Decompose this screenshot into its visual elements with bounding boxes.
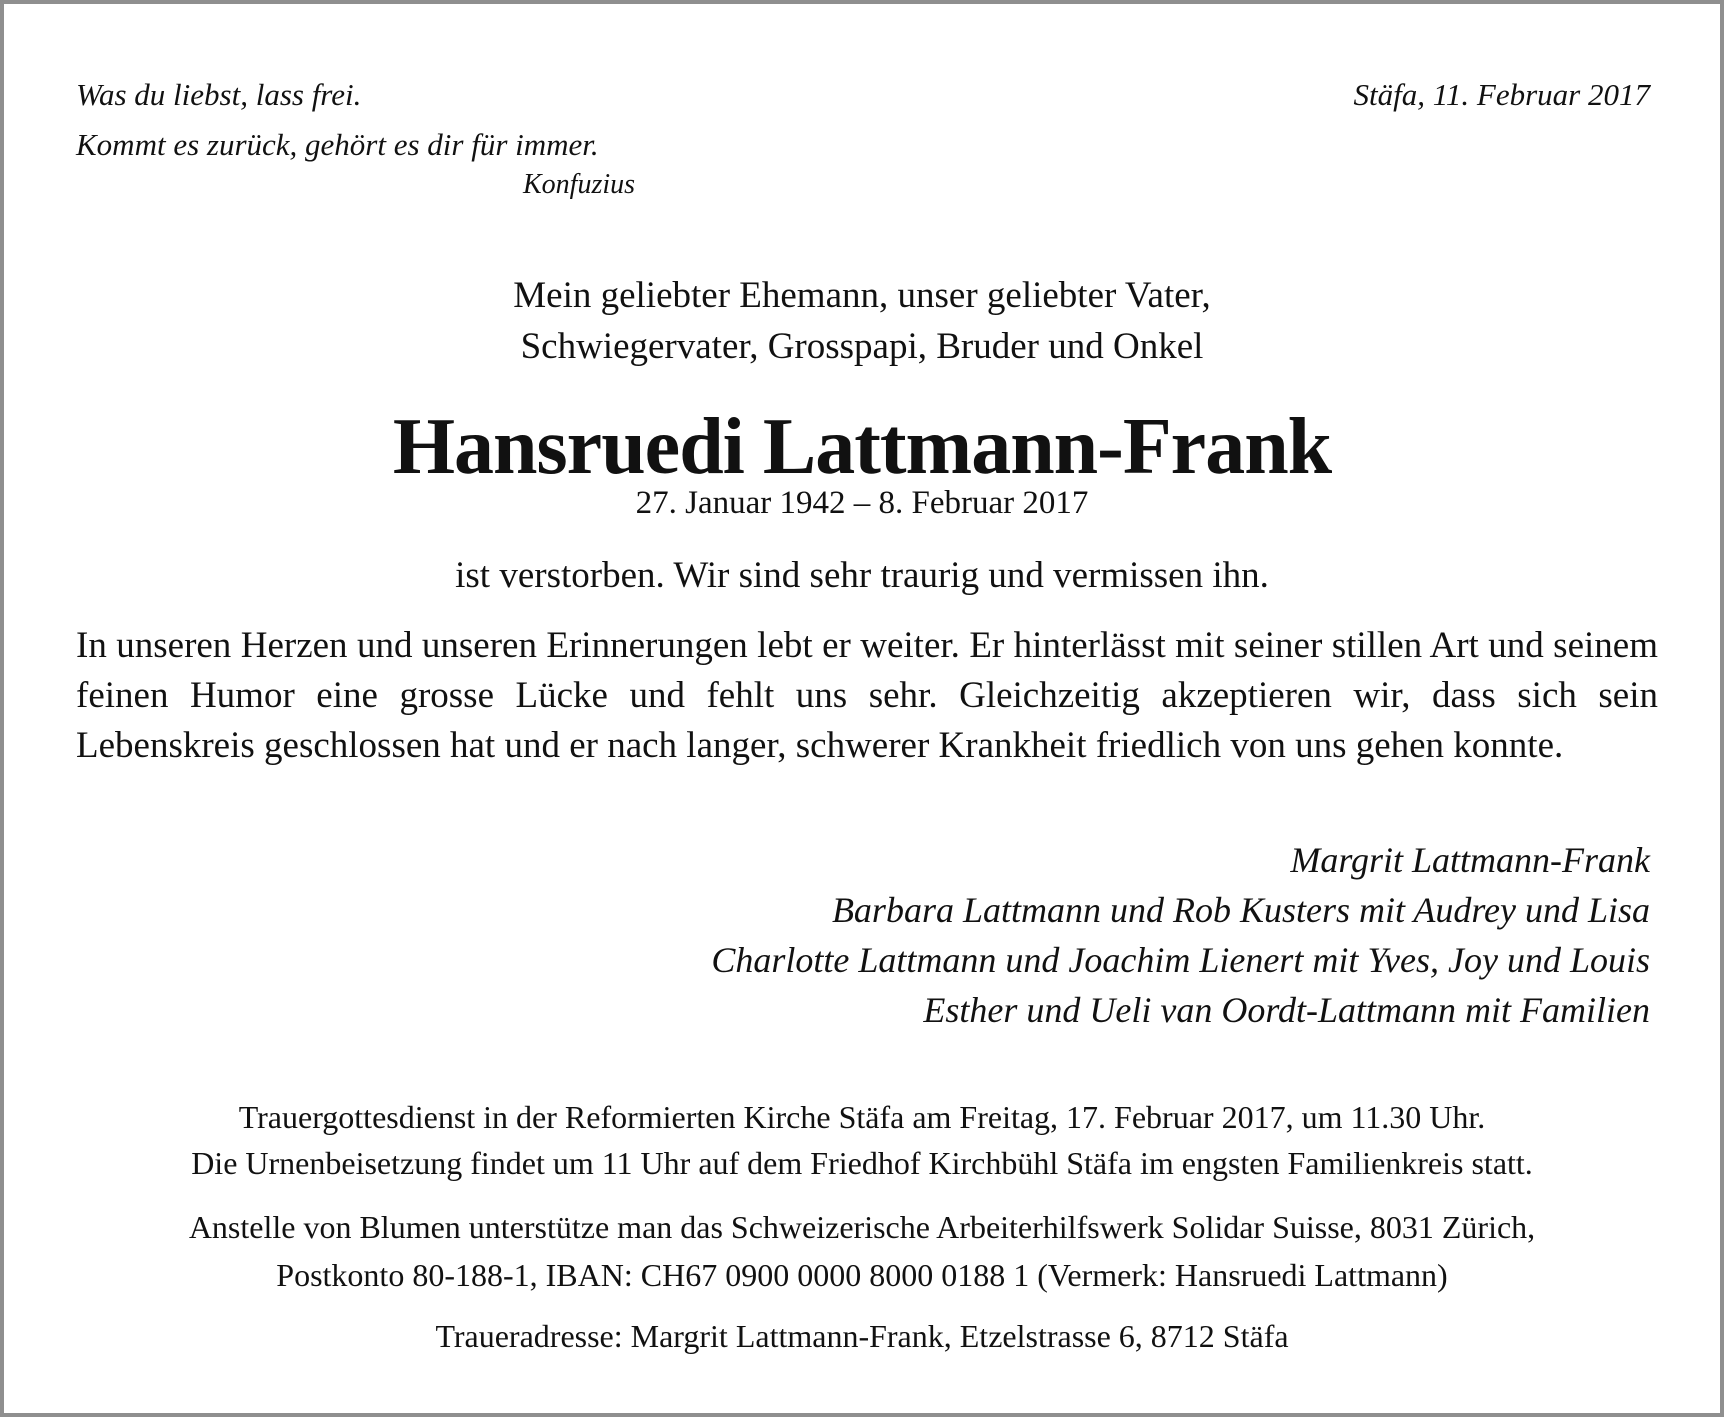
donation-info [4, 1203, 1720, 1299]
body-paragraph: In unseren Herzen und unseren Erinnerungen lebt er weiter. Er hinterlässt mit seiner stillen Art und seinem feinen Humor eine grosse Lücke und fehlt uns sehr. Gleichzeitig akzeptieren wir, dass sich sein Lebenskreis geschlossen hat und er nach langer, schwerer Krankheit friedlich von uns gehen konnte. [76, 625, 1658, 766]
mourner-entry: Margrit Lattmann-Frank [1290, 840, 1650, 880]
donation-line: Postkonto 80-188-1, IBAN: CH67 0900 0000 8000 0188 1 (Vermerk: Hansruedi Lattmann) [276, 1257, 1448, 1293]
epigraph-quote [76, 70, 599, 170]
mourner-entry: Charlotte Lattmann und Joachim Lienert mit Yves, Joy und Louis [711, 940, 1650, 980]
mourner-entry: Esther und Ueli van Oordt-Lattmann mit Familien [923, 990, 1650, 1030]
mourners-list [711, 835, 1650, 1035]
service-line: Die Urnenbeisetzung findet um 11 Uhr auf dem Friedhof Kirchbühl Stäfa im engsten Familienkreis statt. [191, 1145, 1533, 1181]
quote-author: Konfuzius [523, 169, 636, 200]
place-and-date: Stäfa, 11. Februar 2017 [1353, 77, 1650, 112]
life-dates: 27. Januar 1942 – 8. Februar 2017 [635, 485, 1089, 521]
quote-line: Was du liebst, lass frei. [76, 77, 362, 112]
mourning-address: Traueradresse: Margrit Lattmann-Frank, Etzelstrasse 6, 8712 Stäfa [435, 1318, 1289, 1354]
intro-line: Schwiegervater, Grosspapi, Bruder und Onkel [520, 326, 1204, 367]
donation-line: Anstelle von Blumen unterstütze man das Schweizerische Arbeiterhilfswerk Solidar Suisse, 8031 Zürich, [188, 1209, 1536, 1245]
service-line: Trauergottesdienst in der Reformierten Kirche Stäfa am Freitag, 17. Februar 2017, um 11.30 Uhr. [238, 1099, 1486, 1135]
deceased-name: Hansruedi Lattmann-Frank [392, 403, 1332, 491]
quote-line: Kommt es zurück, gehört es dir für immer. [76, 127, 599, 162]
intro-text [4, 270, 1720, 372]
mourner-entry: Barbara Lattmann und Rob Kusters mit Audrey und Lisa [831, 890, 1650, 930]
intro-line: Mein geliebter Ehemann, unser geliebter Vater, [513, 275, 1211, 316]
service-info [4, 1094, 1720, 1186]
death-statement: ist verstorben. Wir sind sehr traurig und vermissen ihn. [455, 555, 1269, 596]
